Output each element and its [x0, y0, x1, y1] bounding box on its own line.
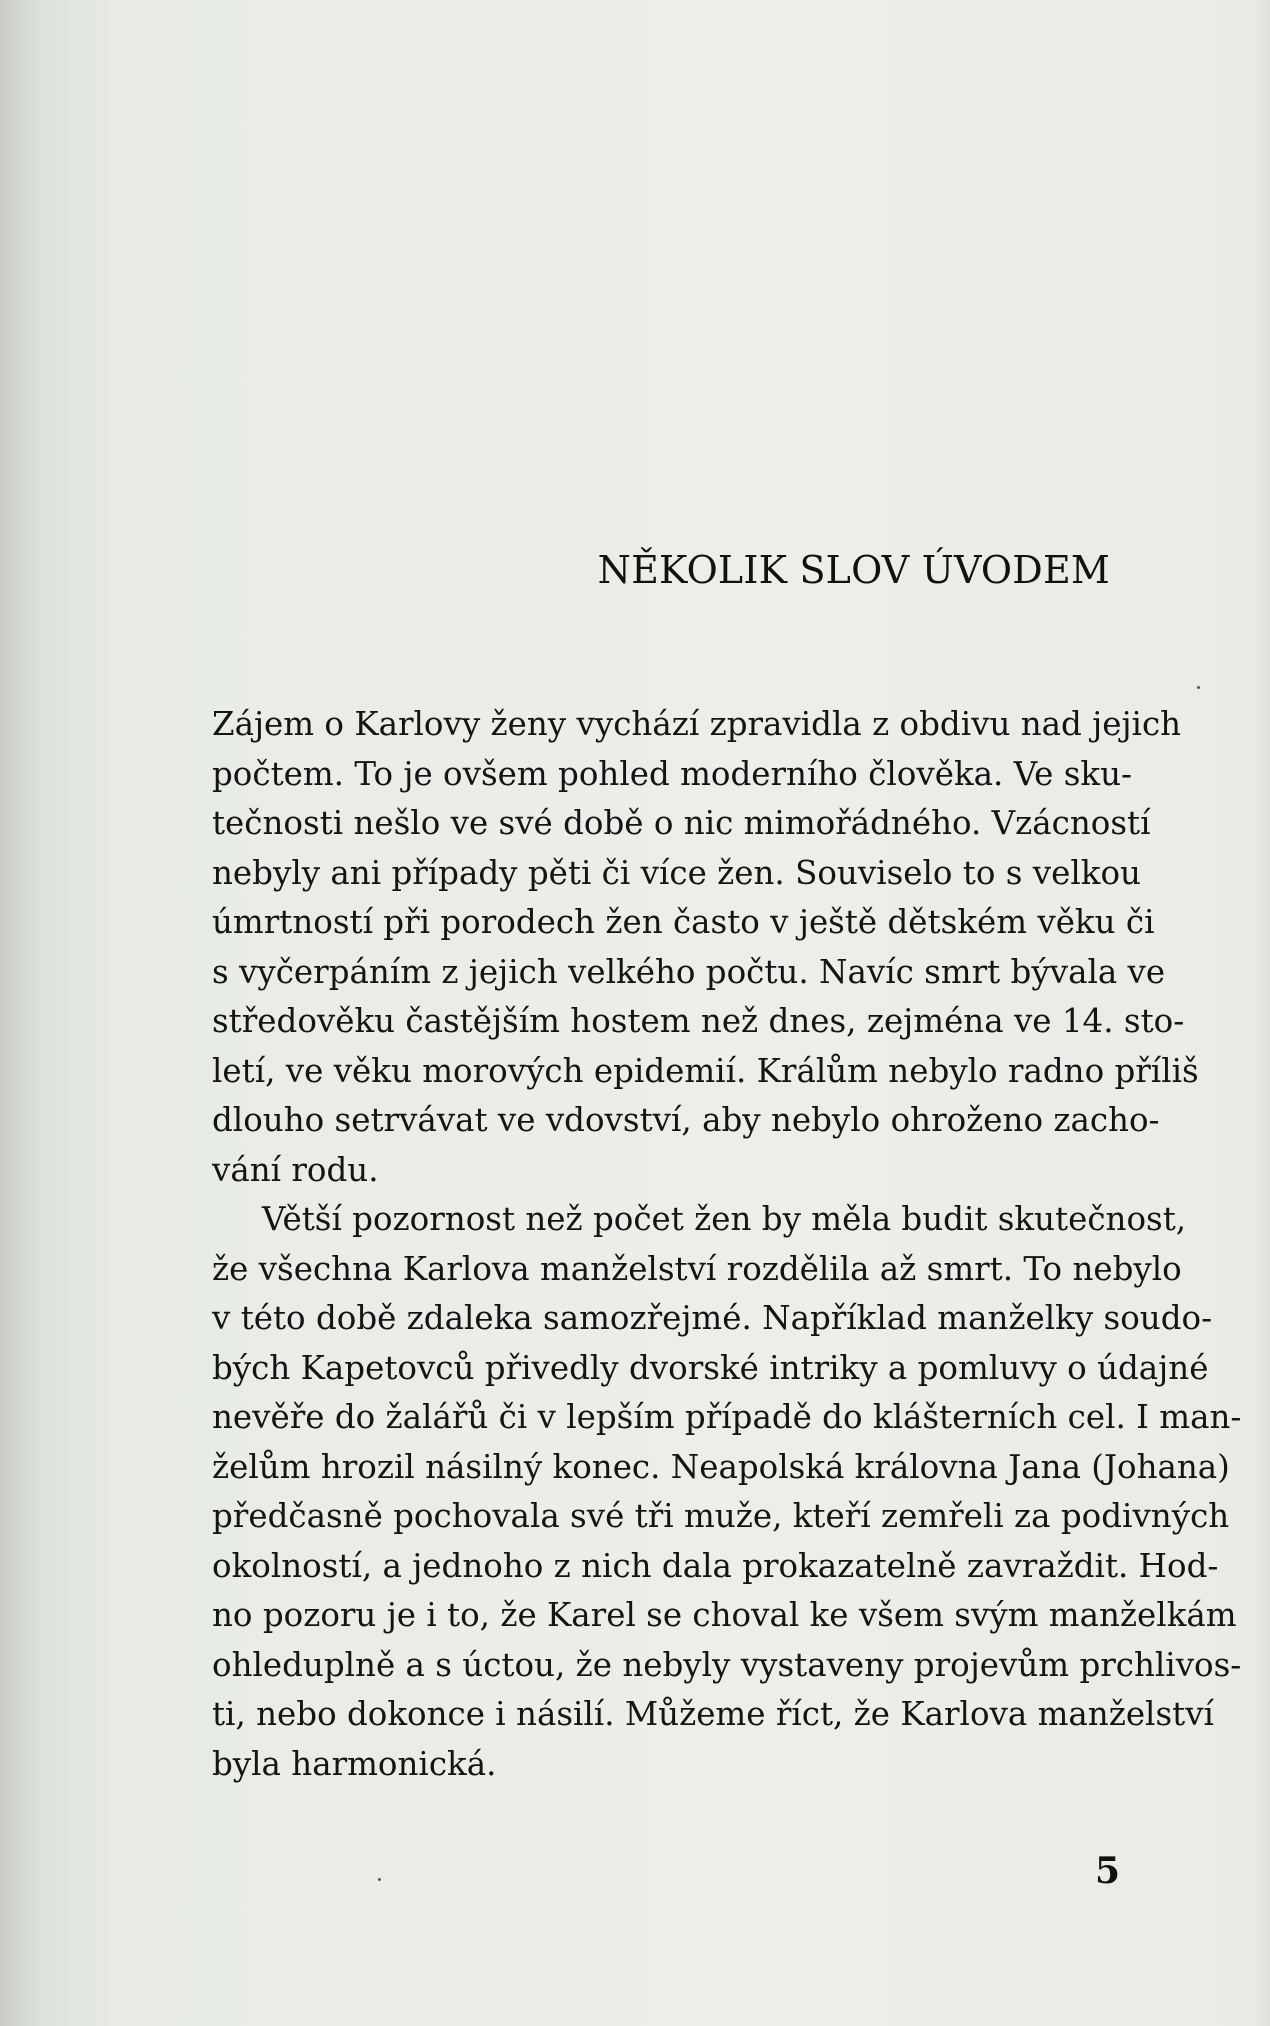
text-line: Zájem o Karlovy ženy vychází zpravidla z obdivu nad jejich: [212, 705, 1182, 743]
print-speck: [378, 1878, 381, 1881]
text-line: předčasně pochovala své tři muže, kteří zemřeli za podivných: [212, 1497, 1230, 1535]
text-line: nebyly ani případy pěti či více žen. Souviselo to s velkou: [212, 853, 1141, 892]
chapter-heading: NĚKOLIK SLOV ÚVODEM: [597, 548, 1110, 592]
print-speck: [1197, 686, 1200, 689]
text-line: ohleduplně a s úctou, že nebyly vystaveny projevům prchlivos-: [212, 1645, 1242, 1684]
text-line: byla harmonická.: [212, 1744, 497, 1783]
text-line: letí, ve věku morových epidemií. Králům nebylo radno příliš: [212, 1051, 1199, 1090]
text-line: dlouho setrvávat ve vdovství, aby nebylo ohroženo zacho-: [212, 1101, 1160, 1139]
text-line: nevěře do žalářů či v lepším případě do klášterních cel. I man-: [212, 1398, 1242, 1436]
text-line: tečnosti nešlo ve své době o nic mimořádného. Vzácností: [212, 804, 1151, 842]
body-text: [212, 700, 1242, 1789]
text-line: okolností, a jednoho z nich dala prokazatelně zavraždit. Hod-: [212, 1546, 1219, 1585]
text-line: že všechna Karlova manželství rozdělila až smrt. To nebylo: [212, 1249, 1182, 1288]
text-line: středověku častějším hostem než dnes, zejména ve 14. sto-: [212, 1002, 1185, 1040]
text-line: s vyčerpáním z jejich velkého počtu. Navíc smrt bývala ve: [212, 952, 1166, 991]
text-line: ti, nebo dokonce i násilí. Můžeme říct, že Karlova manželství: [212, 1695, 1214, 1733]
text-line: v této době zdaleka samozřejmé. Například manželky soudo-: [212, 1299, 1213, 1337]
text-line: bých Kapetovců přivedly dvorské intriky a pomluvy o údajné: [212, 1348, 1209, 1387]
page-number: 5: [1094, 1850, 1120, 1892]
text-line: no pozoru je i to, že Karel se choval ke všem svým manželkám: [212, 1596, 1237, 1634]
text-line: Větší pozornost než počet žen by měla budit skutečnost,: [262, 1200, 1187, 1238]
text-line: želům hrozil násilný konec. Neapolská královna Jana (Johana): [212, 1447, 1230, 1486]
paragraph-2: [212, 1195, 1242, 1789]
text-line: počtem. To je ovšem pohled moderního člověka. Ve sku-: [212, 754, 1133, 793]
text-line: vání rodu.: [212, 1150, 379, 1189]
paragraph-1: [212, 700, 1199, 1195]
text-line: úmrtností při porodech žen často v ještě dětském věku či: [212, 903, 1155, 941]
